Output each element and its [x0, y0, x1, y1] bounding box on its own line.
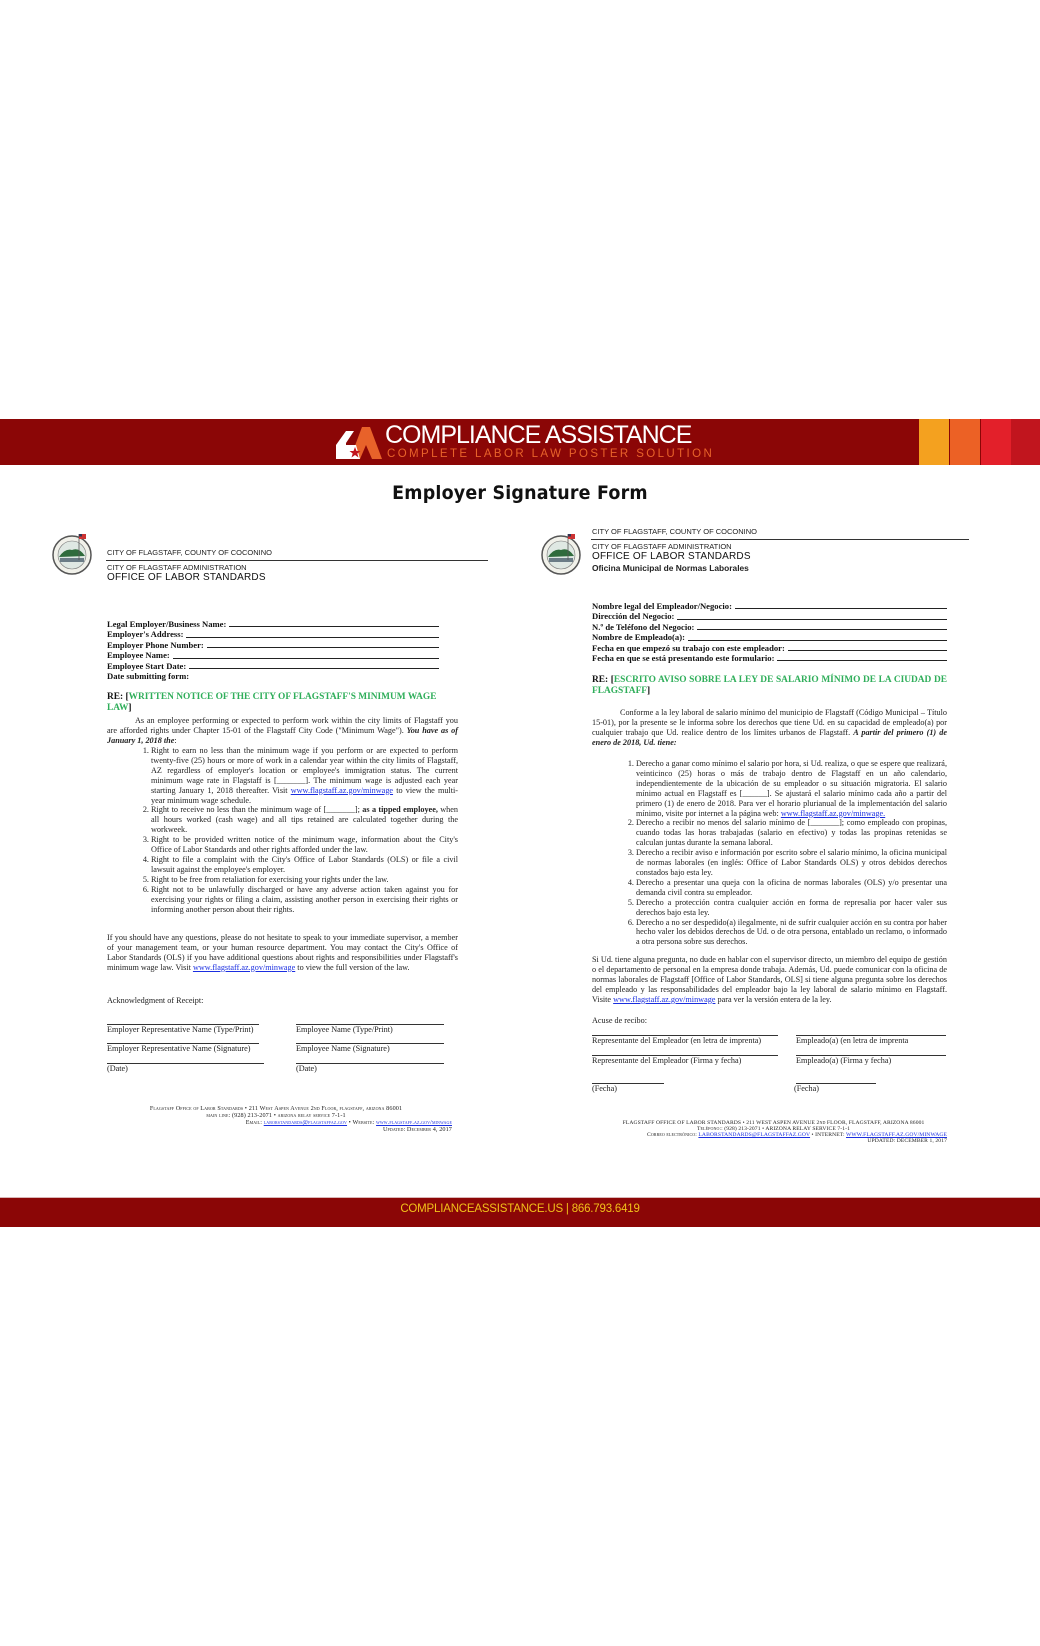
city-of-flagstaff-seal-icon — [49, 530, 95, 576]
field-input-line[interactable] — [697, 622, 947, 630]
english-header-office: OFFICE OF LABOR STANDARDS — [107, 572, 266, 583]
employer-date-label: (Date) — [107, 1064, 128, 1073]
field-input-line[interactable] — [788, 643, 947, 651]
spanish-right-1: 1. Derecho a ganar como mínimo el salario por hora, si Ud. realiza, o que se espere que realizará, veinticinco (25) horas o más de trabajo dentro de Flagstaff en un año calendario, independientemente de la ubicación de su empleador o su situación migratoria. El salario mínimo actual en Flagstaff es [______]. Se ajustará el salario mínimo cada año a partir del primero (1) de enero de 2018. Para ver el horario plurianual de la implementación del salario mínimo, visite por internet a la página web: www.flagstaff.az.gov/minwage. — [636, 759, 947, 818]
field-input-line[interactable] — [688, 632, 947, 640]
spanish-intro-paragraph: Conforme a la ley laboral de salario mínimo del municipio de Flagstaff (Código Municipal – Título 15-01), por la presente se le informa sobre los derechos que tiene Ud. en su capacidad de empleado(a) por cualquier trabajo que Ud. realice dentro de los límites urbanos de Flagstaff. A partir del primero (1) de enero de 2018, Ud. tiene: — [592, 708, 947, 747]
employer-date-line[interactable] — [107, 1063, 264, 1064]
minwage-link[interactable]: www.flagstaff.az.gov/minwage — [613, 994, 716, 1004]
spanish-rights-list — [592, 759, 947, 947]
spanish-header-county: CITY OF FLAGSTAFF, COUNTY OF COCONINO — [592, 527, 758, 536]
english-re-title: WRITTEN NOTICE OF THE CITY OF FLAGSTAFF'S MINIMUM WAGE LAW — [107, 692, 437, 713]
english-right-5: 5. Right to be free from retaliation for exercising your rights under the law. — [151, 875, 458, 885]
field-employer-address[interactable]: Employer's Address: — [107, 629, 439, 639]
field-input-line[interactable] — [735, 601, 947, 609]
minwage-link[interactable]: www.flagstaff.az.gov/minwage — [290, 785, 394, 795]
field-input-line[interactable] — [677, 611, 947, 619]
spanish-re-heading: RE: [ESCRITO AVISO SOBRE LA LEY DE SALARIO MÍNIMO DE LA CIUDAD DE FLAGSTAFF] — [592, 675, 947, 696]
header-divider — [106, 560, 488, 561]
english-questions-paragraph: If you should have any questions, please do not hesitate to speak to your immediate supervisor, a member of your management team, or your human resource department. You may contact the City's Office of Labor Standards (OLS) if you have additional questions about rights and responsibilities under Flagstaff's minimum wage law. Visit www.flagstaff.az.gov/minwage to view the full version of the law. — [107, 933, 458, 972]
brand-logo — [332, 421, 715, 461]
city-of-flagstaff-seal-icon — [538, 530, 584, 576]
employee-signature-label: Employee Name (Signature) — [296, 1044, 390, 1053]
employer-signature-label: Employer Representative Name (Signature) — [107, 1044, 251, 1053]
field-legal-employer[interactable]: Legal Employer/Business Name: — [107, 619, 439, 629]
spanish-right-4: 4. Derecho a presentar una queja con la oficina de normas laborales (OLS) y/o presentar una demanda civil contra su empleador. — [636, 878, 947, 898]
field-input-line[interactable] — [207, 640, 439, 648]
field-telefono[interactable]: N.º de Teléfono del Negocio: — [592, 622, 947, 632]
english-right-2: 2. Right to receive no less than the minimum wage of [_______]; as a tipped employee, when all hours worked (cash wage) and all tips retained are calculated together during the workweek. — [151, 805, 458, 835]
english-header-admin: CITY OF FLAGSTAFF ADMINISTRATION — [107, 563, 247, 572]
spanish-right-2: 2. Derecho a recibir no menos del salario mínimo de [_______]; como empleado con propinas, cuando todas las horas trabajadas (salario en efectivo) y todas las propinas retenidas se calculan juntas durante la semana laboral. — [636, 818, 947, 848]
email-link[interactable]: laborstandards@flagstaffaz.gov — [263, 1119, 348, 1126]
field-input-line[interactable] — [192, 671, 439, 679]
english-form-fields — [107, 619, 439, 681]
field-nombre-legal[interactable]: Nombre legal del Empleador/Negocio: — [592, 601, 947, 611]
employee-date-label: (Date) — [296, 1064, 317, 1073]
contact-footer-text: COMPLIANCEASSISTANCE.US | 866.793.6419 — [400, 1203, 640, 1215]
field-direccion[interactable]: Dirección del Negocio: — [592, 611, 947, 621]
field-employee-start-date[interactable]: Employee Start Date: — [107, 661, 439, 671]
employer-signature-label: Representante del Empleador (Firma y fecha) — [592, 1056, 742, 1065]
brand-tagline: COMPLETE LABOR LAW POSTER SOLUTION — [387, 448, 715, 460]
minwage-link[interactable]: www.flagstaff.az.gov/minwage. — [780, 808, 886, 818]
employer-date-label: (Fecha) — [592, 1084, 618, 1093]
field-input-line[interactable] — [189, 661, 439, 669]
brand-title: COMPLIANCE ASSISTANCE — [385, 421, 692, 449]
employer-print-label: Employer Representative Name (Type/Print) — [107, 1025, 254, 1034]
accent-stripe-red — [981, 419, 1011, 465]
spanish-re-title: ESCRITO AVISO SOBRE LA LEY DE SALARIO MÍNIMO DE LA CIUDAD DE FLAGSTAFF — [592, 675, 947, 696]
english-footer: Flagstaff Office of Labor Standards • 211 West Aspen Avenue 2nd Floor, flagstaff, arizona 86001 main line: (928) 213-2071 • arizona relay service 7-1-1 Email: laborstandards@flagstaffaz.gov • Website: www.flagstaff.az.gov/minwage Updated: December 4, 2017 — [149, 1105, 452, 1133]
field-input-line[interactable] — [186, 629, 439, 637]
spanish-questions-paragraph: Si Ud. tiene alguna pregunta, no dude en hablar con el supervisor directo, un miembro del equipo de gestión o el departamento de personal en la empresa donde trabaja. Además, Ud. puede comunicar con la oficina de normas laborales de Flagstaff [Office of Labor Standards, OLS] si tiene alguna pregunta sobre los derechos del empleado y las responsabilidades del empleador bajo la ley laboral de salario mínimo en Flagstaff. Visite www.flagstaff.az.gov/minwage para ver la versión entera de la ley. — [592, 955, 947, 1004]
spanish-header-admin: CITY OF FLAGSTAFF ADMINISTRATION — [592, 542, 732, 551]
english-intro-paragraph: As an employee performing or expected to perform work within the city limits of Flagstaff you are afforded rights under Chapter 15-01 of the Flagstaff City Code ("Minimum Wage"). You have as of January 1, 2018 the: — [107, 716, 458, 745]
minwage-link[interactable]: www.flagstaff.az.gov/minwage — [192, 962, 296, 972]
spanish-acknowledgment-label: Acuse de recibo: — [592, 1016, 648, 1025]
employee-date-label: (Fecha) — [794, 1084, 820, 1093]
page-title: Employer Signature Form — [392, 482, 648, 504]
ca-logo-icon — [332, 423, 382, 461]
spanish-right-6: 6. Derecho a no ser despedido(a) ilegalmente, ni de sufrir cualquier acción en su contra por haber hecho valer los debidos derechos de Ud. o de otra persona, entablado un reclamo, o informado a otra persona sobre sus derechos. — [636, 918, 947, 948]
email-link[interactable]: LABORSTANDARDS@FLAGSTAFFAZ.GOV — [698, 1132, 811, 1138]
field-input-line[interactable] — [173, 650, 439, 658]
employee-print-label: Employee Name (Type/Print) — [296, 1025, 393, 1034]
field-input-line[interactable] — [229, 619, 439, 627]
spanish-header-office-es: Oficina Municipal de Normas Laborales — [592, 563, 749, 573]
english-rights-list — [107, 746, 458, 914]
english-right-4: 4. Right to file a complaint with the City's Office of Labor Standards (OLS) or file a civil lawsuit against the employee's employer. — [151, 855, 458, 875]
website-link[interactable]: www.flagstaff.az.gov/minwage — [376, 1119, 452, 1126]
field-nombre-empleado[interactable]: Nombre de Empleado(a): — [592, 632, 947, 642]
english-right-6: 6. Right not to be unlawfully discharged or have any adverse action taken against you for exercising your rights or filing a claim, assisting another person in exercising their rights or informing another person about their rights. — [151, 885, 458, 915]
field-input-line[interactable] — [777, 653, 947, 661]
employee-signature-label: Empleado(a) (Firma y fecha) — [796, 1056, 892, 1065]
employee-date-line[interactable] — [296, 1063, 444, 1064]
employee-print-label: Empleado(a) (en letra de imprenta — [796, 1036, 909, 1045]
spanish-form-fields — [592, 601, 947, 663]
spanish-right-3: 3. Derecho a recibir aviso e información por escrito sobre el salario mínimo, la oficina municipal de normas laborales (en inglés: Office of Labor Standards OLS) y otros debidos derechos constados bajo esta ley. — [636, 848, 947, 878]
english-re-heading: RE: [WRITTEN NOTICE OF THE CITY OF FLAGSTAFF'S MINIMUM WAGE LAW] — [107, 692, 437, 713]
field-employee-name[interactable]: Employee Name: — [107, 650, 439, 660]
spanish-right-5: 5. Derecho a protección contra cualquier acción en forma de represalia por hacer valer sus derechos bajo esta ley. — [636, 898, 947, 918]
english-header-county: CITY OF FLAGSTAFF, COUNTY OF COCONINO — [107, 548, 273, 557]
spanish-footer: FLAGSTAFF OFFICE OF LABOR STANDARDS • 211 WEST ASPEN AVENUE 2nd FLOOR, FLAGSTAFF, ARIZONA 86001 Teléfono:: (928) 213-2071 • ARIZONA RELAY SERVICE 7-1-1 Correo electrónico: LABORSTANDARDS@FLAGSTAFFAZ.GOV • INTERNET: WWW.FLAGSTAFF.AZ.GOV/MINWAGE UPDATED: DECEMBER 1, 2017 — [622, 1120, 947, 1144]
field-employer-phone[interactable]: Employer Phone Number: — [107, 640, 439, 650]
field-fecha-inicio[interactable]: Fecha en que empezó su trabajo con este empleador: — [592, 643, 947, 653]
field-date-submitting[interactable]: Date submitting form: — [107, 671, 439, 681]
field-fecha-presentacion[interactable]: Fecha en que se está presentando este formulario: — [592, 653, 947, 663]
accent-stripe-orange — [950, 419, 980, 465]
english-right-3: 3. Right to be provided written notice of the minimum wage, information about the City's Office of Labor Standards and other rights afforded under the law. — [151, 835, 458, 855]
header-divider — [591, 539, 969, 540]
spanish-header-office: OFFICE OF LABOR STANDARDS — [592, 551, 751, 562]
english-right-1: 1. Right to earn no less than the minimum wage if you perform or are expected to perform twenty-five (25) hours or more of work in a calendar year within the city limits of Flagstaff, AZ regardless of employer's location or employee's immigration status. The current minimum wage rate in Flagstaff is [_______]. The minimum wage is adjusted each year starting January 1, 2018 thereafter. Visit www.flagstaff.az.gov/minwage to view the multi-year minimum wage schedule. — [151, 746, 458, 805]
website-link[interactable]: WWW.FLAGSTAFF.AZ.GOV/MINWAGE — [846, 1132, 947, 1138]
accent-stripe-dark-red — [1011, 419, 1040, 465]
employer-print-label: Representante del Empleador (en letra de imprenta) — [592, 1036, 762, 1045]
accent-stripe-orange-yellow — [919, 419, 949, 465]
english-acknowledgment-label: Acknowledgment of Receipt: — [107, 996, 204, 1005]
